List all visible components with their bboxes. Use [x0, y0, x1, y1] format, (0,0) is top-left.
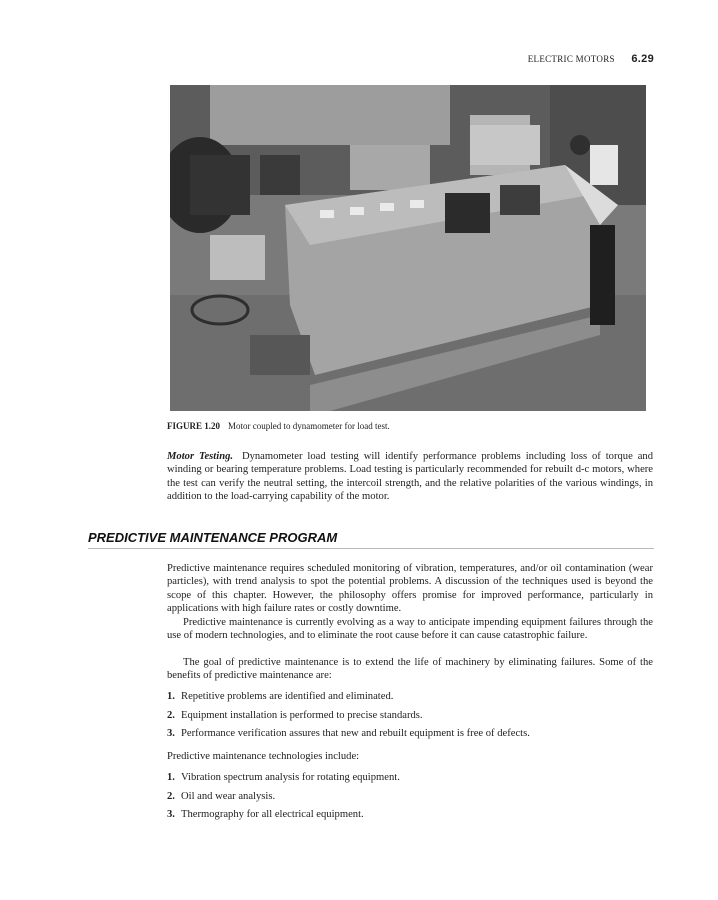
running-head-section: ELECTRIC MOTORS: [527, 54, 615, 64]
paragraph-1: Predictive maintenance requires scheduled monitoring of vibration, temperatures, and/or oil contamination (wear particles), with trend analysis to spot the potential problems. A discussion of the techniques used is beyond the scope of this chapter. However, the philosophy offers promise for improved performance, particularly in applications with high failure rates or costly downtime.: [167, 563, 653, 615]
motor-testing-text: Dynamometer load testing will identify performance problems including loss of torque and winding or bearing temperature problems. Load testing is particularly recommended for rebuilt d-c motors, where the test can verify the neutral setting, the intercoil strength, and the relative polarities of the various windings, in addition to the load-carrying capability of the motor.: [167, 451, 653, 503]
list-number: 3.: [167, 728, 175, 740]
list-number: 1.: [167, 691, 175, 702]
list-text: Vibration spectrum analysis for rotating equipment.: [181, 772, 400, 783]
list-text: Thermography for all electrical equipment.: [181, 809, 364, 821]
motor-testing-paragraph: [167, 450, 653, 504]
page-number: 6.29: [631, 53, 654, 65]
technologies-list: [167, 772, 400, 828]
photo-illustration: [170, 85, 646, 411]
section-heading: PREDICTIVE MAINTENANCE PROGRAM: [88, 530, 654, 549]
list-text: Oil and wear analysis.: [181, 790, 276, 802]
figure-photo-dynamometer: [170, 85, 646, 411]
paragraph-3: The goal of predictive maintenance is to extend the life of machinery by eliminating failures. Some of the benefits of predictive maintenance are:: [167, 657, 653, 682]
motor-testing-runin: Motor Testing.: [167, 451, 234, 462]
running-head: [528, 53, 654, 65]
list-number: 2.: [167, 790, 175, 802]
benefits-list: [167, 691, 530, 747]
list-text: Performance verification assures that new and rebuilt equipment is free of defects.: [181, 728, 530, 740]
list-number: 3.: [167, 809, 175, 821]
figure-caption: [167, 421, 390, 431]
list-number: 2.: [167, 709, 175, 721]
list-item: [167, 728, 530, 747]
figure-caption-text: Motor coupled to dynamometer for load test.: [228, 421, 390, 431]
paragraph-2: Predictive maintenance is currently evolving as a way to anticipate impending equipment failures through the use of modern technologies, and to eliminate the root cause before it can cause catastrophic failure.: [167, 617, 653, 642]
figure-label: FIGURE 1.20: [167, 421, 221, 431]
list-text: Repetitive problems are identified and eliminated.: [181, 691, 394, 702]
list-item: [167, 691, 530, 710]
list-item: [167, 772, 400, 791]
list-text: Equipment installation is performed to precise standards.: [181, 709, 423, 721]
technologies-intro: Predictive maintenance technologies include:: [167, 751, 360, 762]
list-number: 1.: [167, 772, 175, 783]
list-item: [167, 809, 400, 828]
list-item: [167, 791, 400, 810]
list-item: [167, 710, 530, 729]
